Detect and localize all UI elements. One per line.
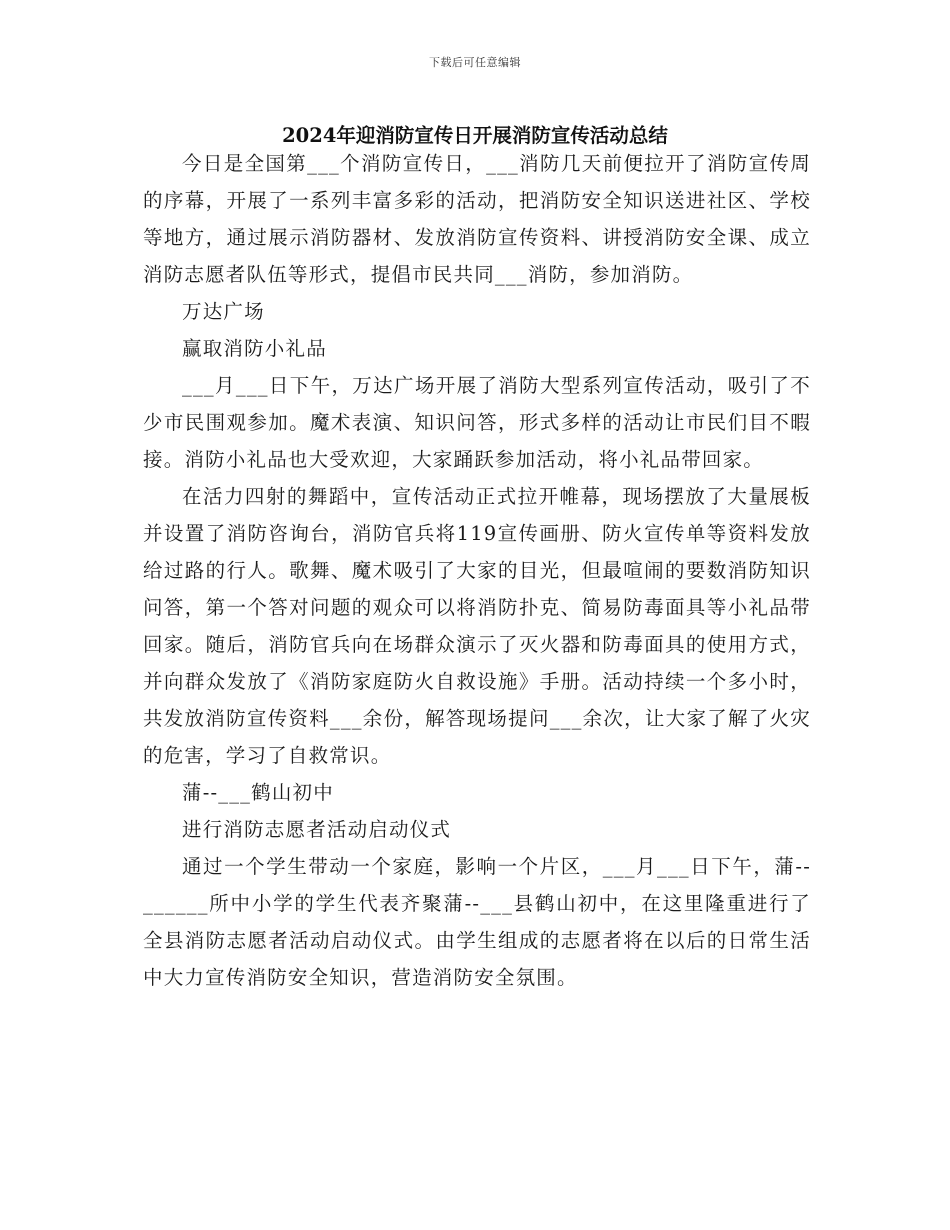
section-heading-wanda: 万达广场 [182,300,265,323]
section-subheading-volunteer: 进行消防志愿者活动启动仪式 [182,818,452,841]
paragraph-intro: 今日是全国第___个消防宣传日，___消防几天前便拉开了消防宣传周的序幕，开展了一系列丰富多彩的活动，把消防安全知识送进社区、学校等地方，通过展示消防器材、发放消防宣传资料、讲授消防安全课、成立消防志愿者队伍等形式，提倡市民共同___消防，参加消防。 [143,152,811,286]
paragraph-volunteer-ceremony: 通过一个学生带动一个家庭，影响一个片区，___月___日下午，蒲--______所中小学的学生代表齐聚蒲--___县鹤山初中，在这里隆重进行了全县消防志愿者活动启动仪式。由学生组成的志愿者将在以后的日常生活中大力宣传消防安全知识，营造消防安全氛围。 [143,855,811,989]
document-body [143,145,811,996]
paragraph-wanda-event: ___月___日下午，万达广场开展了消防大型系列宣传活动，吸引了不少市民围观参加。魔术表演、知识问答，形式多样的活动让市民们目不暇接。消防小礼品也大受欢迎，大家踊跃参加活动，将小礼品带回家。 [143,374,811,471]
section-heading-heshan: 蒲--___鹤山初中 [182,781,334,804]
document-title: 2024年迎消防宣传日开展消防宣传活动总结 [282,124,668,147]
paragraph-wanda-details: 在活力四射的舞蹈中，宣传活动正式拉开帷幕，现场摆放了大量展板并设置了消防咨询台，消防官兵将119宣传画册、防火宣传单等资料发放给过路的行人。歌舞、魔术吸引了大家的目光，但最喧闹的要数消防知识问答，第一个答对问题的观众可以将消防扑克、简易防毒面具等小礼品带回家。随后，消防官兵向在场群众演示了灭火器和防毒面具的使用方式，并向群众发放了《消防家庭防火自救设施》手册。活动持续一个多小时，共发放消防宣传资料___余份，解答现场提问___余次，让大家了解了火灾的危害，学习了自救常识。 [143,485,811,767]
header-note: 下载后可任意编辑 [429,56,521,69]
section-subheading-gifts: 赢取消防小礼品 [182,337,327,360]
